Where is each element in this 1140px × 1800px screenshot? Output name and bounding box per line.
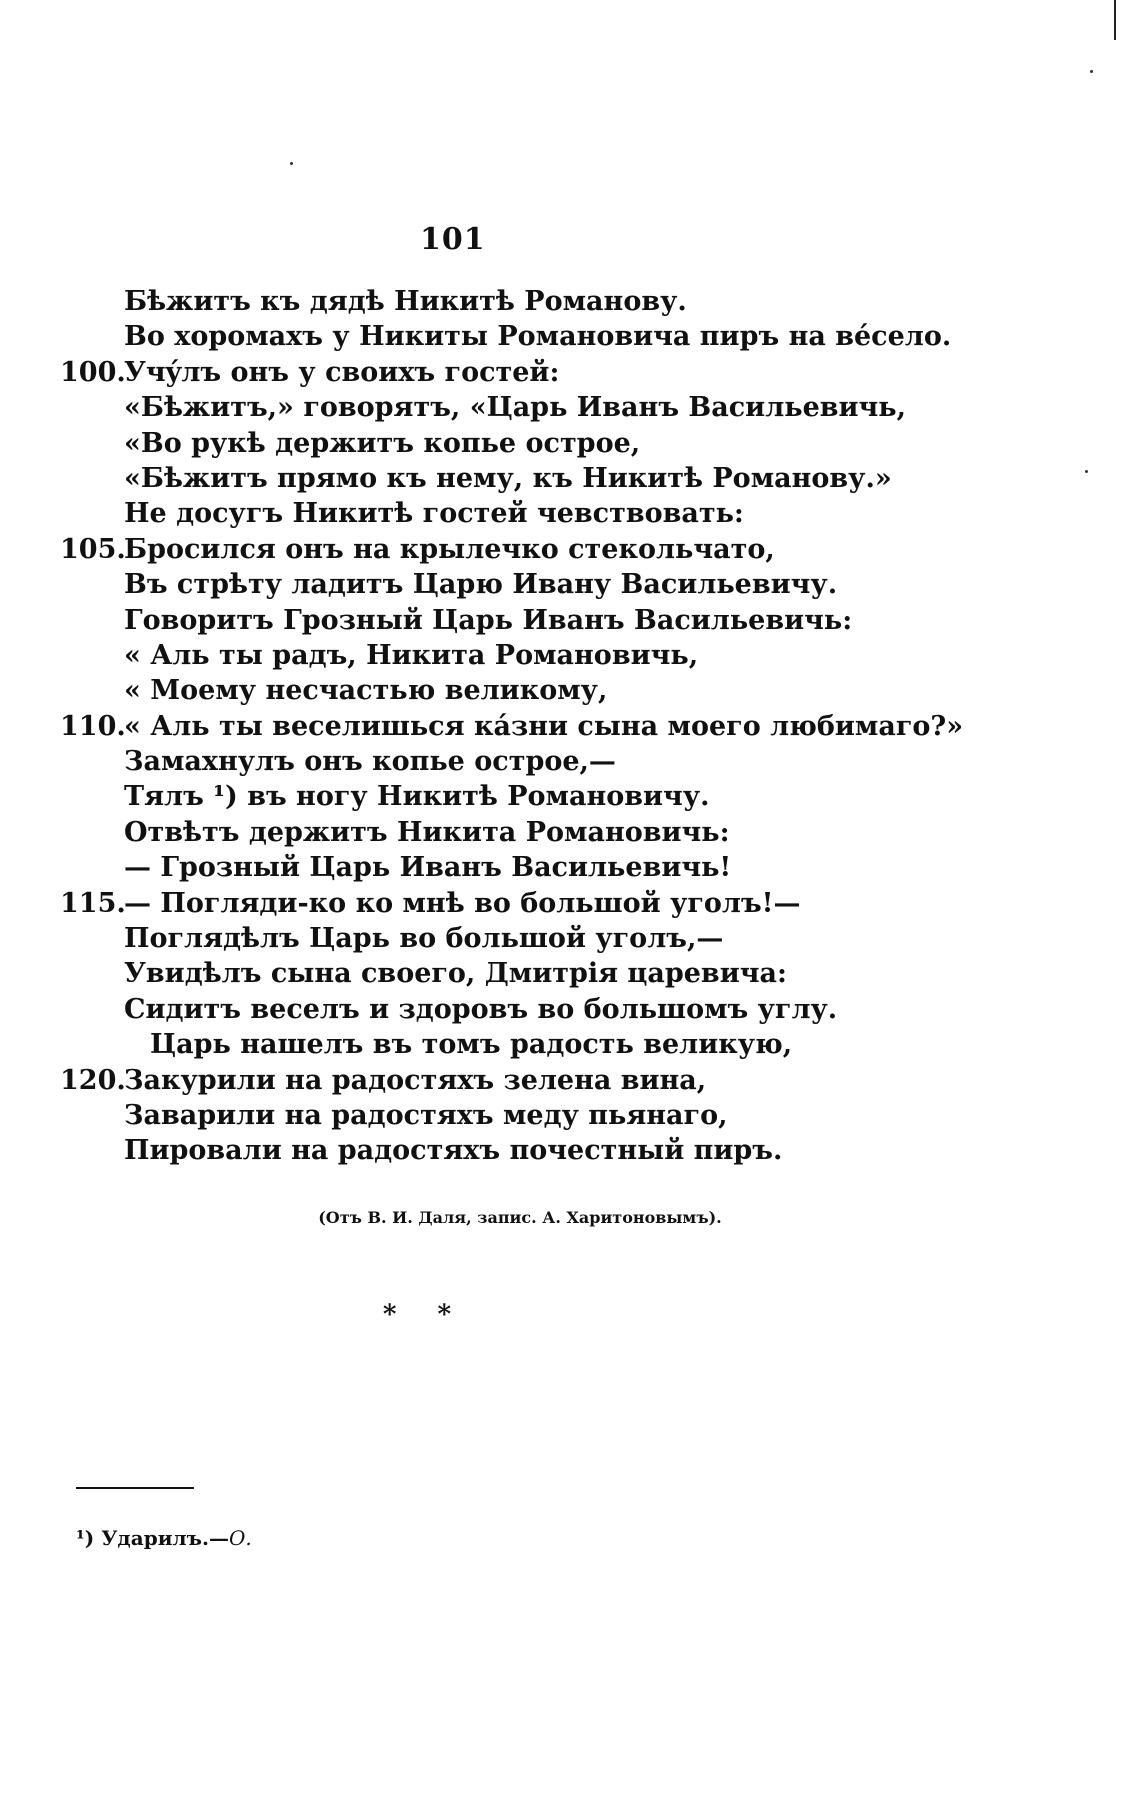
attribution: (Отъ В. И. Даля, запис. А. Харитоновымъ). [318,1208,722,1227]
verse-line [60,992,1060,1027]
verse-line [60,390,1060,425]
verse-line [60,709,1060,744]
line-number: 120. [60,1064,126,1096]
footnote-rule [76,1487,194,1489]
line-text: Закурили на радостяхъ зелена вина, [124,1064,707,1096]
line-text: Учýлъ онъ у своихъ гостей: [124,356,560,388]
line-text: Заварили на радостяхъ меду пьянаго, [124,1099,728,1131]
verse-line [60,461,1060,496]
page-number: 101 [420,222,486,257]
verse-line [60,426,1060,461]
verse-line [60,1063,1060,1098]
page-edge-mark [1114,0,1116,40]
line-text: Не досугъ Никитѣ гостей чевствовать: [124,498,744,530]
line-text: Говоритъ Грозный Царь Иванъ Васильевичь: [124,604,853,636]
verse-line [60,1027,1060,1062]
verse-line [60,1098,1060,1133]
footnote-marker: ¹) [76,1526,95,1550]
verse-line [60,673,1060,708]
line-text: — Погляди-ко ко мнѣ во большой уголъ!— [124,887,801,919]
line-text: Бѣжитъ къ дядѣ Никитѣ Романову. [124,286,687,317]
line-text: Въ стрѣту ладитъ Царю Ивану Васильевичу. [124,569,838,601]
line-number: 110. [60,710,126,742]
verse-line [60,284,1060,319]
line-text: Пировали на радостяхъ почестный пиръ. [124,1135,783,1167]
line-text: «Бѣжитъ прямо къ нему, къ Никитѣ Романову.» [124,462,892,494]
verse-line [60,956,1060,991]
line-text: Бросился онъ на крылечко стекольчато, [124,533,775,565]
line-text: Сидитъ веселъ и здоровъ во большомъ углу. [124,993,838,1025]
print-speck [290,162,293,165]
line-text: « Моему несчастью великому, [124,675,608,707]
line-text: Отвѣтъ держитъ Никита Романовичь: [124,816,730,848]
verse-line [60,921,1060,956]
line-number: 105. [60,533,126,565]
footnote [76,1526,252,1550]
line-text: « Аль ты радъ, Никита Романовичь, [124,639,699,671]
line-text: Во хоромахъ у Никиты Романовича пиръ на вéсело. [124,321,952,353]
section-separator: * * [382,1300,468,1330]
verse-line [60,744,1060,779]
verse-line [60,603,1060,638]
verse-line [60,850,1060,885]
print-speck [1085,470,1088,473]
line-text: Тялъ ¹) въ ногу Никитѣ Романовичу. [124,781,710,813]
verse-line [60,1133,1060,1168]
line-number: 115. [60,887,126,919]
line-text: «Во рукѣ держитъ копье острое, [124,427,641,459]
verse-line [60,886,1060,921]
footnote-text: Ударилъ.— [101,1526,229,1550]
line-text: Увидѣлъ сына своего, Дмитрія царевича: [124,958,787,990]
verse-line [60,779,1060,814]
line-text: « Аль ты веселишься кáзни сына моего любимаго?» [124,710,964,742]
line-text: Замахнулъ онъ копье острое,— [124,746,616,778]
line-text: Поглядѣлъ Царь во большой уголъ,— [124,923,724,955]
print-speck [1090,70,1093,73]
verse-line [60,567,1060,602]
line-text: — Грозный Царь Иванъ Васильевичь! [124,852,732,884]
verse-line [60,496,1060,531]
verse-line [60,815,1060,850]
line-text: Царь нашелъ въ томъ радость великую, [150,1029,793,1061]
verse-line [60,355,1060,390]
footnote-source: О. [228,1526,252,1550]
verse-line [60,319,1060,354]
verse-line [60,638,1060,673]
verse-line [60,532,1060,567]
verse-body [60,284,1060,1169]
line-text: «Бѣжитъ,» говорятъ, «Царь Иванъ Васильевичь, [124,392,907,424]
line-number: 100. [60,356,126,388]
